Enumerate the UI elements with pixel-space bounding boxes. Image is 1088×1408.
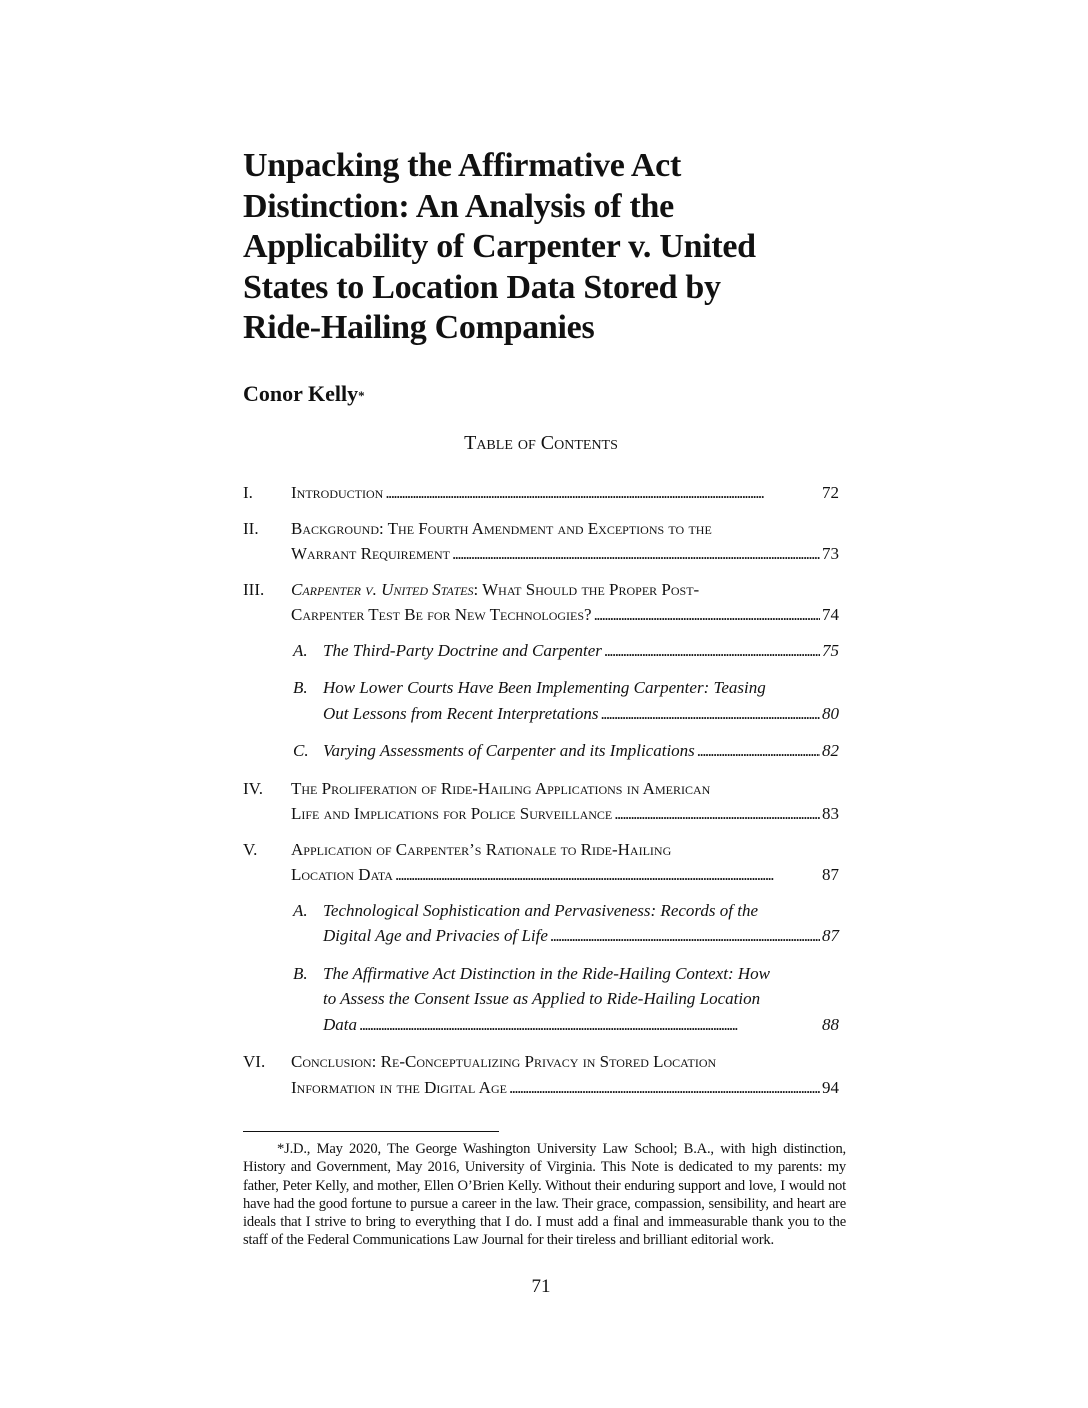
toc-entry-text: Carpenter Test Be for New Technologies?: [291, 605, 592, 624]
toc-entry-letter: A.: [293, 640, 308, 660]
toc-line: [243, 638, 839, 664]
title-line: States to Location Data Stored by: [243, 268, 721, 306]
toc-page-number: 82: [822, 741, 839, 760]
toc-entry-letter: B.: [293, 963, 308, 983]
toc-page-number: 87: [822, 865, 839, 884]
toc-subentry: [243, 961, 839, 1038]
toc-entry-number: VI.: [243, 1052, 266, 1071]
dot-leader: [697, 738, 820, 764]
toc-entry: [243, 516, 839, 567]
toc-entry-text: The Proliferation of Ride-Hailing Applications in American: [291, 778, 711, 798]
author-footnote-mark: *: [358, 388, 365, 403]
toc-line: [243, 898, 839, 924]
toc-entry: [243, 480, 839, 506]
article-title: [243, 146, 863, 349]
toc-page-number: 73: [822, 544, 839, 563]
toc-line: [243, 923, 839, 949]
toc-entry-letter: B.: [293, 678, 308, 697]
toc-line: [243, 837, 839, 863]
toc-line: [243, 776, 839, 802]
dot-leader: [594, 602, 820, 628]
title-line: Applicability of Carpenter v. United: [243, 228, 756, 265]
toc-page-number: 75: [822, 640, 839, 660]
toc-line: [243, 862, 839, 888]
toc-entry-text-rest: : What Should the Proper Post-: [473, 579, 700, 599]
toc-line: [243, 516, 839, 542]
toc-line: [243, 986, 839, 1012]
author-byline: [243, 380, 365, 410]
toc-page-number: 94: [822, 1077, 839, 1097]
footnote-rule: [243, 1131, 499, 1132]
toc-line: [243, 701, 839, 727]
toc-line: [243, 1049, 839, 1075]
case-name: Carpenter v. United States: [291, 579, 474, 599]
toc-line: [243, 1075, 839, 1101]
toc-page-number: 83: [822, 804, 839, 823]
toc-line: [243, 541, 839, 567]
toc-line: [243, 480, 839, 506]
toc-line: [243, 675, 839, 701]
toc-entry-text: Digital Age and Privacies of Life: [323, 926, 548, 945]
toc-entry-text: Application of Carpenter’s Rationale to Ride-Hailing: [291, 839, 672, 859]
toc-page-number: 87: [822, 926, 839, 945]
toc-entry-letter: A.: [293, 900, 308, 920]
dot-leader: [359, 1012, 820, 1038]
toc-entry-text: Location Data: [291, 865, 393, 884]
author-name: Conor Kelly: [243, 381, 359, 406]
toc-line: [243, 1012, 839, 1038]
dot-leader: [452, 541, 820, 567]
title-line: Ride-Hailing Companies: [243, 309, 595, 346]
dot-leader: [395, 862, 820, 888]
page-number: 71: [531, 1276, 551, 1297]
toc-entry-number: III.: [243, 579, 265, 599]
toc-entry: [243, 577, 839, 628]
dot-leader: [385, 480, 820, 506]
dot-leader: [604, 638, 820, 664]
author-footnote: *J.D., May 2020, The George Washington University Law School; B.A., with high distinction, History and Government, May 2016, University of Virginia. This Note is dedicated to my parents: my father, Peter Kelly, and mother, Ellen O’Brien Kelly. Without their enduring support and love, I would not have had the good fortune to pursue a career in the law. Their grace, compassion, sensibility, and heart are ideals that I strive to bring to everything that I do. I must add a final and immeasurable thank you to the staff of the Federal Communications Law Journal for their tireless and brilliant editorial work.: [243, 1141, 846, 1249]
dot-leader: [509, 1075, 820, 1101]
toc-page-number: 88: [822, 1014, 839, 1034]
toc-entry-text: Out Lessons from Recent Interpretations: [323, 703, 599, 723]
dot-leader: [600, 701, 820, 727]
table-of-contents: [243, 480, 839, 1110]
toc-entry-text: [291, 577, 699, 603]
toc-subentry: [243, 638, 839, 664]
toc-line: [243, 577, 839, 603]
toc-entry-text: How Lower Courts Have Been Implementing Carpenter: Teasing: [323, 678, 766, 697]
title-line: Distinction: An Analysis of the: [243, 187, 674, 225]
toc-line: [243, 801, 839, 827]
dot-leader: [550, 923, 820, 949]
toc-entry-text: Warrant Requirement: [291, 544, 450, 563]
toc-entry: [243, 776, 839, 827]
toc-entry-text: Varying Assessments of Carpenter and its Implications: [323, 741, 695, 760]
toc-entry-text: Introduction: [291, 483, 384, 502]
toc-entry-text: The Third-Party Doctrine and Carpenter: [323, 640, 602, 660]
toc-subentry: [243, 898, 839, 949]
toc-entry-number: I.: [243, 483, 253, 502]
toc-line: [243, 961, 839, 987]
toc-entry-text: Conclusion: Re-Conceptualizing Privacy in Stored Location: [291, 1052, 717, 1071]
toc-entry-text: Life and Implications for Police Surveillance: [291, 804, 613, 823]
toc-subentry: [243, 738, 839, 764]
toc-line: [243, 602, 839, 628]
toc-entry-number: II.: [243, 518, 259, 538]
toc-heading: Table of Contents: [464, 432, 618, 454]
toc-entry: [243, 1049, 839, 1100]
toc-entry-text: The Affirmative Act Distinction in the Ride-Hailing Context: How: [323, 963, 770, 983]
title-line: Unpacking the Affirmative Act: [243, 147, 681, 184]
toc-entry-number: V.: [243, 839, 258, 859]
toc-entry-text: Information in the Digital Age: [291, 1077, 507, 1097]
dot-leader: [614, 801, 820, 827]
toc-entry-number: IV.: [243, 778, 263, 798]
toc-line: [243, 738, 839, 764]
toc-entry-text: Data: [323, 1014, 357, 1034]
toc-entry-text: to Assess the Consent Issue as Applied to Ride-Hailing Location: [323, 989, 761, 1008]
toc-page-number: 80: [822, 703, 839, 723]
toc-entry-text: Technological Sophistication and Pervasiveness: Records of the: [323, 900, 759, 920]
toc-entry-text: Background: The Fourth Amendment and Exceptions to the: [291, 518, 712, 538]
toc-page-number: 72: [822, 483, 839, 502]
toc-entry-letter: C.: [293, 741, 309, 760]
toc-entry: [243, 837, 839, 888]
toc-page-number: 74: [822, 605, 839, 624]
toc-subentry: [243, 675, 839, 726]
